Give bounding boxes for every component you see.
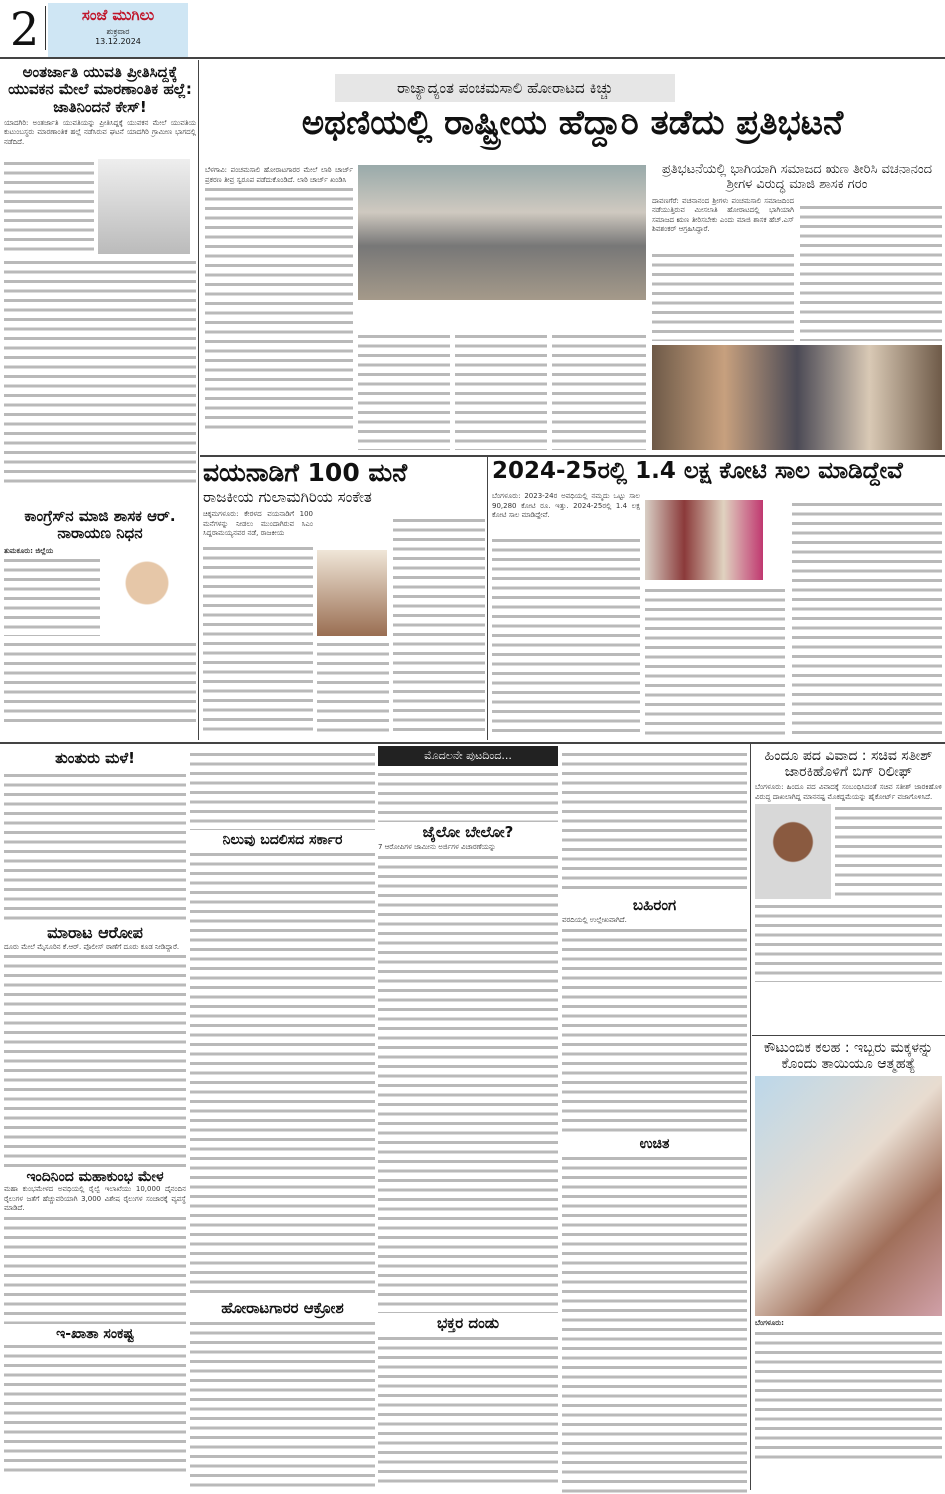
uchita-headline: ಉಚಿತ: [639, 1135, 670, 1152]
masthead: [0, 0, 945, 58]
protest-photo: [358, 165, 646, 300]
satish-photo: [755, 804, 831, 899]
rain-headline: ತುಂತುರು ಮಳೆ!: [55, 749, 135, 767]
bottom-col-3: [378, 746, 558, 1490]
jail-lead: 7 ಆರೋಪಿಗಳ ಜಾಮೀನು ಅರ್ಜಿಗಳ ವಿಚಾರಣೆಯನ್ನು: [378, 843, 496, 852]
story-loan: [492, 458, 942, 740]
marata-lead: ದೂರು ಮೇಲೆ ಮೈಸೂರಿನ ಕೆ.ಆರ್. ಪೊಲೀಸ್ ಠಾಣೆಗೆ ದೂರು ಕೂಡ ನೀಡಿದ್ದಾರೆ.: [4, 942, 180, 951]
headline: 2024-25ರಲ್ಲಿ 1.4 ಲಕ್ಷ ಕೋಟಿ ಸಾಲ ಮಾಡಿದ್ದೇವೆ: [492, 458, 903, 484]
page-number: 2: [10, 2, 40, 56]
jail-headline: ಜೈಲೋ ಬೇಲೋ?: [422, 823, 514, 841]
story-intercaste: [4, 64, 196, 504]
headline: ಕೌಟುಂಬಿಕ ಕಲಹ : ಇಬ್ಬರು ಮಕ್ಕಳನ್ನು ಕೊಂದು ತಾಯಿಯೂ ಆತ್ಮಹತ್ಯೆ: [763, 1040, 934, 1073]
headline: ಕಾಂಗ್ರೆಸ್‌ನ ಮಾಜಿ ಶಾಸಕ ಆರ್. ನಾರಾಯಣ ನಿಧನ: [24, 507, 176, 543]
family-photo: [755, 1076, 942, 1316]
niluvu-headline: ನಿಲುವು ಬದಲಿಸದ ಸರ್ಕಾರ: [222, 832, 343, 848]
lead-headline: ಅಥಣಿಯಲ್ಲಿ ರಾಷ್ಟ್ರೀಯ ಹೆದ್ದಾರಿ ತಡೆದು ಪ್ರತಿಭಟನೆ: [301, 103, 844, 143]
ct-ravi-photo: [317, 550, 387, 636]
story-lead: ಬೆಂಗಳೂರು: ಹಿಂದೂ ಪದ ವಿವಾದಕ್ಕೆ ಸಂಬಂಧಿಸಿದಂತೆ ಸಚಿವ ಸತೀಶ್ ಜಾರಕಿಹೊಳಿ ವಿರುದ್ಧ ದಾಖಲಾಗಿದ್ದ ಮಾನನಷ್ಟ ಮೊಕದ್ದಮೆಯನ್ನು ಹೈಕೋರ್ಟ್ ವಜಾಗೊಳಿಸಿದೆ.: [755, 783, 942, 801]
leaders-photo: [652, 345, 942, 450]
bahiranga-headline: ಬಹಿರಂಗ: [632, 896, 677, 914]
continued-banner: ಮೊದಲನೇ ಪುಟದಿಂದ...: [378, 746, 558, 766]
story-lead: ದಾವಣಗೆರೆ: ವಚನಾನಂದ ಶ್ರೀಗಳು ಪಂಚಮಸಾಲಿ ಸಮಾಜದಿಂದ ನಡೆಯುತ್ತಿರುವ ಮೀಸಲಾತಿ ಹೋರಾಟದಲ್ಲಿ ಭಾಗಿಯಾಗಿ ಸಮಾಜದ ಋಣ ತೀರಿಸಬೇಕು ಎಂದು ಮಾಜಿ ಶಾಸಕ ಹೆಚ್.ಎಸ್ ಶಿವಶಂಕರ್ ಆಗ್ರಹಿಸಿದ್ದಾರೆ.: [652, 196, 794, 234]
story-lead: ತುಮಕೂರು: ಜಿಲ್ಲೆಯ: [4, 546, 54, 555]
lead-kicker: ರಾಜ್ಯಾದ್ಯಂತ ಪಂಚಮಸಾಲಿ ಹೋರಾಟದ ಕಿಚ್ಚು: [335, 74, 675, 102]
silhouette-photo: [98, 159, 190, 254]
story-garam: [652, 163, 942, 343]
story-wayanad: [203, 458, 485, 740]
paper-logo: ಸಂಜೆ ಮುಗಿಲು: [81, 6, 155, 24]
day: ಶುಕ್ರವಾರ: [106, 27, 130, 36]
headline: ಹಿಂದೂ ಪದ ವಿವಾದ : ಸಚಿವ ಸತೀಶ್ ಜಾರಕಿಹೊಳಿಗೆ ಬಿಗ್ ರಿಲೀಫ್: [764, 748, 933, 781]
headline: ವಯನಾಡಿಗೆ 100 ಮನೆ: [203, 458, 408, 487]
masthead-logo-box: [48, 3, 188, 57]
headline: ಪ್ರತಿಭಟನೆಯಲ್ಲಿ ಭಾಗಿಯಾಗಿ ಸಮಾಜದ ಋಣ ತೀರಿಸಿ ವಚನಾನಂದ ಶ್ರೀಗಳ ವಿರುದ್ಧ ಮಾಜಿ ಶಾಸಕ ಗರಂ: [662, 162, 932, 192]
story-narayan: [4, 508, 196, 738]
lead-body: [205, 166, 353, 451]
story-lead: ಯಾದಗಿರಿ: ಅಂತರ್ಜಾತಿ ಯುವತಿಯನ್ನು ಪ್ರೀತಿಸಿದ್ದಕ್ಕೆ ಯುವಕನ ಮೇಲೆ ಯುವತಿಯ ಕುಟುಂಬಸ್ಥರು ಮಾರಣಾಂತಿಕ ಹಲ್ಲೆ ನಡೆಸಿರುವ ಘಟನೆ ಯಾದಗಿರಿ ಗ್ರಾಮೀಣ ಭಾಗದಲ್ಲಿ ನಡೆದಿದೆ.: [4, 118, 196, 146]
bottom-col-4: [562, 750, 747, 1490]
narayan-photo: [104, 547, 190, 637]
bhakta-headline: ಭಕ್ತರ ದಂಡು: [436, 1313, 500, 1332]
marata-headline: ಮಾರಾಟ ಆರೋಪ: [47, 923, 143, 943]
story-lead: ಚಿಕ್ಕಮಗಳೂರು: ಕೇರಳದ ವಯನಾಡಿಗೆ 100 ಮನೆಗಳನ್ನು ನೀಡಲು ಮುಂದಾಗಿರುವ ಸಿಎಂ ಸಿದ್ದರಾಮಯ್ಯನವರ ನಡೆ, ರಾಜಕೀಯ: [203, 510, 313, 537]
story-hindu: [755, 748, 942, 1033]
kumbh-lead: ಮಹಾ ಕುಂಭಮೇಳದ ಅವಧಿಯಲ್ಲಿ ರೈಲ್ವೆ ಇಲಾಖೆಯು 10,000 ದೈನಂದಿನ ರೈಲುಗಳ ಜತೆಗೆ ಹೆಚ್ಚುವರಿಯಾಗಿ 3,000 ವಿಶೇಷ ರೈಲುಗಳ ಸಂಚಾರಕ್ಕೆ ವ್ಯವಸ್ಥೆ ಮಾಡಿದೆ.: [4, 1185, 186, 1213]
story-lead: ಬೆಂಗಳೂರು: 2023-24ರ ಅವಧಿಯಲ್ಲಿ ನಮ್ಮದು ಒಟ್ಟು ಸಾಲ 90,280 ಕೋಟಿ ರೂ. ಇತ್ತು. 2024-25ರಲ್ಲಿ 1.4 ಲಕ್ಷ ಕೋಟಿ ಸಾಲ ಮಾಡಿದ್ದೇವೆ.: [492, 492, 640, 519]
headline: ಅಂತರ್ಜಾತಿ ಯುವತಿ ಪ್ರೀತಿಸಿದ್ದಕ್ಕೆ ಯುವಕನ ಮೇಲೆ ಮಾರಣಾಂತಿಕ ಹಲ್ಲೆ: ಜಾತಿನಿಂದನೆ ಕೇಸ್!: [8, 63, 192, 116]
subheadline: ರಾಜಕೀಯ ಗುಲಾಮಗಿರಿಯ ಸಂಕೇತ: [203, 488, 372, 506]
story-lead: ಬೆಂಗಳೂರು:: [755, 1319, 784, 1328]
date: 13.12.2024: [95, 37, 141, 46]
bahiranga-lead: ವರದಿಯಲ್ಲಿ ಉಲ್ಲೇಖವಾಗಿದೆ.: [562, 916, 627, 925]
kumbh-headline: ಇಂದಿನಿಂದ ಮಹಾಕುಂಭ ಮೇಳ: [26, 1169, 164, 1186]
story-lead: ಬೆಳಗಾವಿ: ಪಂಚಮಸಾಲಿ ಹೋರಾಟಗಾರರ ಮೇಲೆ ಲಾಠಿ ಚಾರ್ಜ್ ಪ್ರಕರಣ ತೀವ್ರ ಸ್ವರೂಪ ಪಡೆದುಕೊಂಡಿದೆ. ಲಾಠಿ ಚಾರ್ಜ್ ಖಂಡಿಸಿ: [205, 166, 353, 184]
akrosha-headline: ಹೋರಾಟಗಾರರ ಆಕ್ರೋಶ: [221, 1299, 344, 1318]
story-family: [755, 1040, 942, 1490]
cm-photo: [645, 500, 763, 580]
bottom-col-1: [4, 750, 186, 1490]
bottom-col-2: [190, 750, 375, 1490]
ekhata-headline: ಇ-ಖಾತಾ ಸಂಕಷ್ಟ: [56, 1325, 134, 1342]
